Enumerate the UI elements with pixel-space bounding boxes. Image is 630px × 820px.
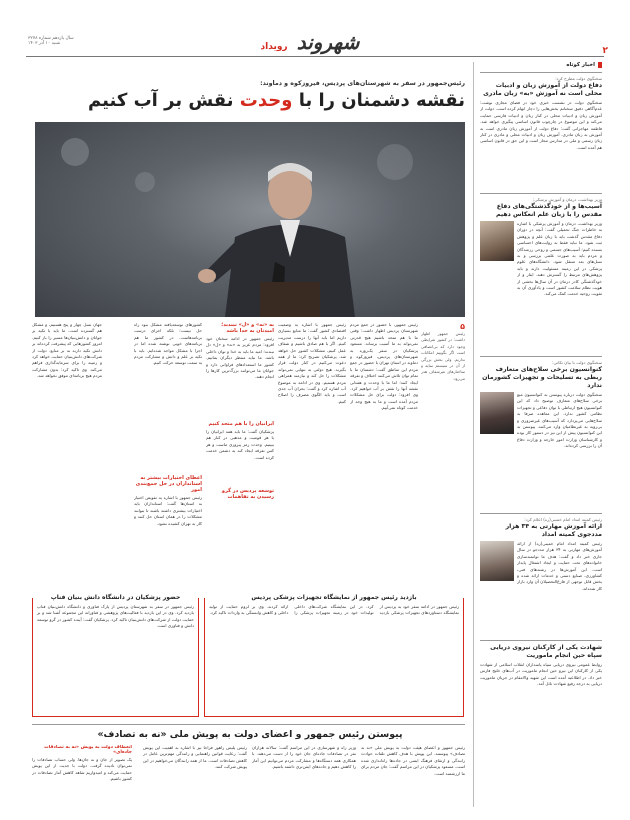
lead-col4-text: کشورهای توسعه‌یافته مشکل نبود راه حل نیست؛ بلکه اجرای درست برنامه‌هاست. در کشور ما هم برنامه‌های خوبی نوشته شده اما در اجرا با مشکل مواجه شده‌ایم. باید با تکیه بر علم و دانش و مشارکت مردم به سمت توسعه حرکت کنیم.	[134, 322, 202, 366]
sidebar-divider	[480, 513, 602, 514]
box-right	[204, 594, 464, 717]
sidebar-divider	[480, 640, 602, 641]
sidebar-item-5	[480, 644, 602, 706]
sidebar-header	[480, 62, 602, 68]
item3-kicker: سخنگوی دولت با بیان نکاتی:	[552, 360, 602, 365]
headline-part1: نقشه دشمنان را با	[298, 90, 465, 111]
red-marker-icon	[598, 62, 602, 68]
item3-body: سخنگوی دولت درباره پیوستن به کنوانسیون منع برخی سلاح‌های متعارف توضیح داد که این کنوانسیون هیچ ارتباطی با توان دفاعی و تجهیزات نظامی کشور ندارد. این معاهده صرفا به سلاح‌هایی می‌پردازد که آسیب‌های غیرضروری و بی‌رویه به غیرنظامیان وارد می‌کنند. پیوستن به این کنوانسیون پیش از این نیز در دستور کار بوده و کارشناسان وزارت امور خارجه و وزارت دفاع آن را بررسی کرده‌اند.	[517, 392, 602, 449]
bottom-col3-text: رئیس پلیس راهور فراجا نیز با اشاره به اهمیت این پویش گفت: رعایت قوانین راهنمایی و رانندگی مهم‌ترین عامل در کاهش تصادفات است. ما از همه رانندگان می‌خواهیم در این پویش شرکت کنند.	[143, 745, 247, 770]
bottom-col4-text: یک تصویر از جان و نه جان‌ها. ولی حساب تصادفات را نمی‌توان نادیده گرفت. دولت با جدیت از این پویش حمایت می‌کند و امیدواریم شاهد کاهش آمار تصادفات در کشور باشیم.	[32, 757, 132, 782]
item2-body: وزیر بهداشت، درمان و آموزش پزشکی با اشاره به خاطرات جنگ تحمیلی گفت: آنچه در دوران دفاع مقدس گذشت باید با زبان علم و پژوهش ثبت شود. ما نباید فقط به روایت‌های احساسی بسنده کنیم؛ آسیب‌های جسمی و روحی رزمندگان و مردم باید به صورت علمی بررسی و به نسل‌های بعد منتقل شود. دانشگاه‌های علوم پزشکی در این زمینه مسئولیت دارند و باید پژوهش‌های مرتبط را گسترش دهند. ایثار و از خودگذشتگی کادر درمان در آن سال‌ها بخشی از هویت نظام سلامت کشور است و یادآوری آن به تقویت روحیه خدمت کمک می‌کند.	[517, 221, 602, 297]
item3-title: کنوانسیون برخی سلاح‌های متعارف ربطی به تسلیحات و تجهیزات کشورمان ندارد	[482, 366, 602, 389]
lead-sub4: اعطای اختیارات بیشتر به استانداران در حل جمع‌بندی امور	[135, 475, 202, 493]
box-left-title: حضور پزشکیان در دانشگاه دانش بنیان فناپ	[33, 594, 198, 601]
issue-date: شنبه ۱۰ آذر ۱۴۰۳	[28, 41, 61, 46]
lead-col-4	[134, 322, 202, 592]
bottom-col-4	[32, 745, 132, 807]
sidebar-item-2	[480, 197, 602, 353]
sidebar-item-3	[480, 360, 602, 510]
item4-kicker: رئیس کمیته امداد امام خمینی(ره) اعلام کرد:	[524, 517, 602, 522]
page-number: ۲	[602, 46, 608, 56]
box-right-title: بازدید رئیس جمهور از نمایشگاه تجهیزات پزشکی پردیس	[205, 594, 463, 601]
item5-title: شهادت یکی از کارکنان نیروی دریایی سپاه حین انجام ماموریت	[490, 644, 602, 659]
item1-title: دفاع دولت از آموزش زبان و ادبیات محلی است نه آموزش «به» زبان مادری	[483, 82, 602, 97]
sidebar-divider	[480, 193, 602, 194]
lead-caption: رئیس جمهور اظهار داشت: در کشور شرایطی وجود دارد که بی‌انصافی است اگر بگوییم امکانات نداریم. ولی بخش بزرگی از آن در سیستم سایه و ساختارهای غیرشفاف هدر می‌رود.	[421, 331, 465, 381]
caption-icon: ۵	[460, 322, 465, 331]
issue-info	[28, 36, 168, 46]
section-name: رویداد	[260, 42, 288, 52]
box-left	[32, 594, 199, 717]
item1-kicker: سخنگوی دولت مطرح کرد:	[555, 76, 602, 81]
bottom-col1-text: رئیس جمهور و اعضای هیئت دولت به پویش ملی «نه به تصادف» پیوستند. این پویش با هدف کاهش تلفات حوادث رانندگی و ارتقای فرهنگ ایمنی در جاده‌ها راه‌اندازی شده است. مسعود پزشکیان در این مراسم گفت: جان مردم برای ما ارزشمند است.	[361, 745, 465, 776]
logo-text: شهروند	[296, 30, 360, 54]
lead-sub3: توسعه پردیس در گرو رسیدن به تفاهمات	[221, 488, 274, 500]
bottom-col2-text: وزیر راه و شهرسازی در این مراسم گفت: سالانه هزاران نفر در تصادفات جاده‌ای جان خود را از دست می‌دهند. با همکاری همه دستگاه‌ها و مشارکت مردم می‌توانیم این آمار را کاهش دهیم و جاده‌های ایمن‌تری داشته باشیم.	[252, 745, 356, 770]
item5-body: روابط عمومی نیروی دریایی سپاه پاسداران انقلاب اسلامی از شهادت یکی از کارکنان این نیرو حین انجام ماموریت در آب‌های خلیج فارس خبر داد. در اطلاعیه آمده است این شهید والامقام در جریان ماموریت دریایی به درجه رفیع شهادت نائل آمد.	[480, 662, 602, 687]
item1-body: سخنگوی دولت در نشست خبری خود در فضای مجازی نوشت: عدم‌آگاهی دقیق سخنانم بخش‌هایی را دچار ابهام کرده است. دولت از آموزش زبان و ادبیات محلی در کنار زبان و ادبیات فارسی حمایت می‌کند و این موضوع در چارچوب قانون اساسی پیگیری خواهد شد. فاطمه مهاجرانی گفت: دفاع دولت از آموزش زبان مادری است نه آموزش به زبان مادری. آموزش زبان و ادبیات محلی و مادری در کنار زبان رسمی و ملی در مدارس مجاز است و این حق در قانون اساسی هم آمده است.	[480, 100, 602, 150]
caption-box	[421, 322, 465, 440]
sidebar-item-1	[480, 76, 602, 190]
relief-head-photo	[480, 541, 514, 581]
box-left-body: رئیس جمهور در سفر به شهرستان پردیس از پارک فناوری و دانشگاه دانش‌بنیان فناپ بازدید کرد. وی در این بازدید با فعالیت‌های پژوهشی و فناورانه این مجموعه آشنا شد و بر حمایت دولت از شرکت‌های دانش‌بنیان تاکید کرد. پزشکیان گفت: آینده کشور در گرو توسعه دانش و فناوری است.	[37, 604, 194, 629]
sidebar-header-text: اخبار کوتاه	[566, 62, 595, 68]
lead-col5-text: جهان نسل چهار و پنج هستیم، و مشکل هم گسترده است. ما باید با تکیه بر جوانان و دانش‌بنیان‌ها مسیر را باز کنیم. امروز کشورهایی که پیشرفت کرده‌اند بر دانش تکیه دارند نه بر منابع. دولت از شرکت‌های دانش‌بنیان حمایت خواهد کرد و زمینه را برای سرمایه‌گذاری فراهم می‌کند. وی تاکید کرد: بدون مشارکت مردم هیچ برنامه‌ای موفق نخواهد شد.	[32, 322, 102, 379]
masthead-logo	[180, 30, 440, 52]
lead-col2-text: رئیس جمهور با اشاره به وضعیت اقتصادی کشور گفت: ما منابع بسیاری داریم اما باید آنها را درست مدیریت کنیم. اگر با هم صادق باشیم و شفاف عمل کنیم، مشکلات کشور حل خواهد شد. پزشکیان تصریح کرد: ما از همه دعوت می‌کنیم در کنار دولت قرار بگیرند. هیچ دولتی به تنهایی نمی‌تواند مشکلات را حل کند و نیازمند همراهی مردم هستیم. وی در ادامه به موضوع آب اشاره کرد و گفت: بحران آب جدی است و باید الگوی مصرف را اصلاح کنیم.	[278, 322, 346, 404]
bottom-col-1	[361, 745, 465, 807]
lead-kicker: رئیس‌جمهور در سفر به شهرستان‌های پردیس، فیروزکوه و دماوند:	[260, 80, 465, 87]
spokeswoman-photo	[480, 392, 514, 434]
lead-col3b-text: پزشکیان گفت: ما باید همه ایرانیان را با هر قومیت و مذهبی در کنار هم ببینیم. وحدت رمز پیروزی ماست و هر کس تفرقه ایجاد کند به دشمن خدمت کرده است.	[206, 429, 274, 460]
lead-col-1	[350, 322, 418, 592]
lead-header	[35, 80, 465, 112]
lead-col-3	[206, 322, 274, 592]
item2-kicker: وزیر بهداشت، درمان و آموزش پزشکی:	[532, 197, 602, 202]
sidebar-rule	[480, 72, 602, 73]
lead-sub1: به «نه» و «ل» نبندید؛ امیدتان به خدا باشد	[221, 322, 274, 334]
lead-sub2: ایرانیان را با هم متحد کنیم	[208, 421, 274, 427]
lead-col4b-text: رئیس جمهور با اشاره به تفویض اختیار به استان‌ها گفت: استانداران باید اختیارات بیشتری داشته باشند تا بتوانند مشکلات را در همان استان حل کنند و کار به تهران کشیده نشود.	[134, 495, 202, 526]
sidebar	[480, 62, 602, 706]
headline-part2: نقش بر آب کنیم	[88, 90, 234, 111]
speaker-illustration	[35, 122, 465, 317]
lead-headline	[35, 90, 465, 112]
masthead-rule	[26, 56, 604, 57]
bottom-rule	[32, 724, 465, 725]
issue-number: سال یازدهم شماره ۳۲۷۸	[28, 36, 74, 41]
sidebar-separator	[473, 62, 474, 807]
bottom-col-2	[252, 745, 356, 807]
headline-highlight: وحدت	[239, 90, 293, 111]
bottom-headline-box	[35, 729, 465, 740]
box-right-body: رئیس جمهور در ادامه سفر خود به پردیس از نمایشگاه دستاوردهای تجهیزات پزشکی بازدید کرد. در این نمایشگاه شرکت‌های داخلی تولیدات خود در زمینه تجهیزات پزشکی را ارائه کردند. وی بر لزوم حمایت از تولید داخلی و کاهش وابستگی به واردات تاکید کرد.	[209, 604, 459, 616]
bottom-col4-sub: انعطاف دولت به پویش «نه به تصادفات جاده‌ای»	[44, 745, 132, 755]
lead-col1-text: رئیس جمهور، با حضور در جمع مردم شهرستان پردیس اظهار داشت: وقتی ما با هم متحد باشیم هیچ قدرتی نمی‌تواند به ما آسیب برساند. مسعود پزشکیان در سفر یک‌روزه به شهرستان‌های پردیس، فیروزکوه و دماوند در استان تهران با حضور در جمع مردم این مناطق گفت: دشمنان ما با تمام توان تلاش می‌کنند اختلاف و تفرقه ایجاد کنند؛ اما ما با وحدت و همدلی نقشه آنها را نقش بر آب خواهیم کرد. وی افزود: دولت برای حل مشکلات مردم آمده است و ما به هیچ وجه از خدمت کوتاه نمی‌آییم.	[350, 322, 418, 411]
sidebar-divider	[480, 356, 602, 357]
lead-col-5	[32, 322, 102, 592]
item4-body: رئیس کمیته امداد امام خمینی(ره) از ارائه آموزش‌های مهارتی به ۳۴ هزار مددجو در سال جاری خبر داد و گفت: هدف ما توانمندسازی خانواده‌های تحت حمایت و ایجاد اشتغال پایدار است. این آموزش‌ها در رشته‌های فنی، کشاورزی، صنایع دستی و خدمات ارائه شده و بخش قابل توجهی از فارغ‌التحصیلان آن وارد بازار کار شده‌اند.	[517, 541, 602, 591]
lead-photo	[35, 122, 465, 317]
bottom-headline: پیوستن رئیس جمهور و اعضای دولت به پویش ملی «نه به تصادف»	[97, 729, 403, 740]
minister-photo	[480, 221, 514, 261]
item4-title: ارائه آموزش مهارتی به ۳۴ هزار مددجوی کمیته امداد	[505, 523, 602, 538]
item2-title: آسیب‌ها و از خودگذشتگی‌های دفاع مقدس را با زبان علم انعکاس دهیم	[496, 203, 602, 218]
page-number-box	[588, 38, 608, 56]
lead-col-2	[278, 322, 346, 592]
bottom-col-3	[143, 745, 247, 807]
sidebar-item-4	[480, 517, 602, 637]
lead-col3-text: رئیس جمهور در ادامه سخنان خود افزود: مردم عزیز به «نه» و «ل» دل نبندند؛ امید ما باید به خدا و توان داخلی باشد. ما نباید منتظر دیگران بمانیم. کشور ما استعدادهای فراوانی دارد و جوانان ما می‌توانند بزرگ‌ترین کارها را انجام دهند.	[206, 336, 274, 380]
